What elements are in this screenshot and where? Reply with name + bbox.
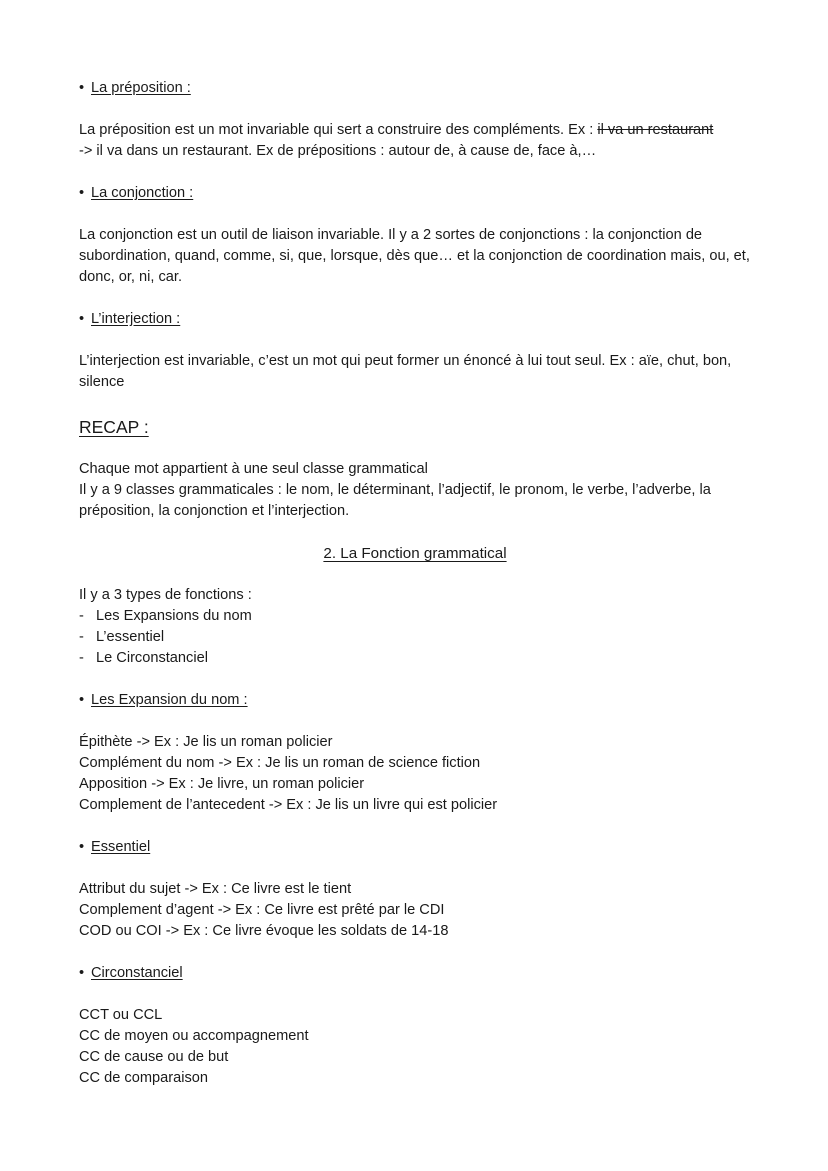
essentiel-line: Attribut du sujet -> Ex : Ce livre est le tient <box>79 881 352 897</box>
essentiel-line: COD ou COI -> Ex : Ce livre évoque les soldats de 14-18 <box>79 923 449 939</box>
list-item: - Le Circonstanciel <box>79 650 208 666</box>
list-item: - L’essentiel <box>79 629 165 645</box>
bullet-icon: • <box>79 80 85 96</box>
fonction-list <box>79 606 751 669</box>
struck-text: il va un restaurant <box>597 122 714 138</box>
recap-line-2: Il y a 9 classes grammaticales : le nom, le déterminant, l’adjectif, le pronom, le verbe, l’adverbe, la préposition, la conjonction et l’interjection. <box>79 482 711 519</box>
list-item: - Les Expansions du nom <box>79 608 252 624</box>
heading-conjonction: • La conjonction : <box>79 183 751 204</box>
heading-essentiel: • Essentiel <box>79 837 751 858</box>
bullet-icon: • <box>79 311 85 327</box>
document-page <box>79 78 751 1089</box>
section-title-fonction: 2. La Fonction grammatical <box>323 545 507 562</box>
conjonction-paragraph: La conjonction est un outil de liaison invariable. Il y a 2 sortes de conjonctions : la conjonction de subordination, quand, comme, si, que, lorsque, dès que… et la conjonction de coordination mais, ou, et, donc, or, ni, car. <box>79 227 750 285</box>
circonstanciel-line: CC de comparaison <box>79 1070 208 1086</box>
interjection-paragraph: L’interjection est invariable, c’est un mot qui peut former un énoncé à lui tout seul. Ex : aïe, chut, bon, silence <box>79 353 732 390</box>
fonction-intro: Il y a 3 types de fonctions : <box>79 587 252 603</box>
essentiel-line: Complement d’agent -> Ex : Ce livre est prêté par le CDI <box>79 902 445 918</box>
expansion-line: Complement de l’antecedent -> Ex : Je lis un livre qui est policier <box>79 797 498 813</box>
circonstanciel-line: CC de moyen ou accompagnement <box>79 1028 309 1044</box>
recap-title: RECAP : <box>79 417 149 437</box>
expansion-line: Complément du nom -> Ex : Je lis un roman de science fiction <box>79 755 481 771</box>
expansion-line: Épithète -> Ex : Je lis un roman policier <box>79 734 333 750</box>
bullet-icon: • <box>79 185 85 201</box>
expansion-line: Apposition -> Ex : Je livre, un roman policier <box>79 776 365 792</box>
heading-interjection: • L’interjection : <box>79 309 751 330</box>
recap-line-1: Chaque mot appartient à une seul classe grammatical <box>79 461 428 477</box>
heading-circonstanciel: • Circonstanciel <box>79 963 751 984</box>
bullet-icon: • <box>79 692 85 708</box>
circonstanciel-line: CC de cause ou de but <box>79 1049 229 1065</box>
heading-expansion: • Les Expansion du nom : <box>79 690 751 711</box>
circonstanciel-line: CCT ou CCL <box>79 1007 163 1023</box>
heading-preposition: • La préposition : <box>79 78 751 99</box>
bullet-icon: • <box>79 839 85 855</box>
bullet-icon: • <box>79 965 85 981</box>
preposition-paragraph: La préposition est un mot invariable qui sert a construire des compléments. Ex : il va un restaurant -> il va dans un restaurant. Ex de prépositions : autour de, à cause de, face à,… <box>79 122 714 159</box>
